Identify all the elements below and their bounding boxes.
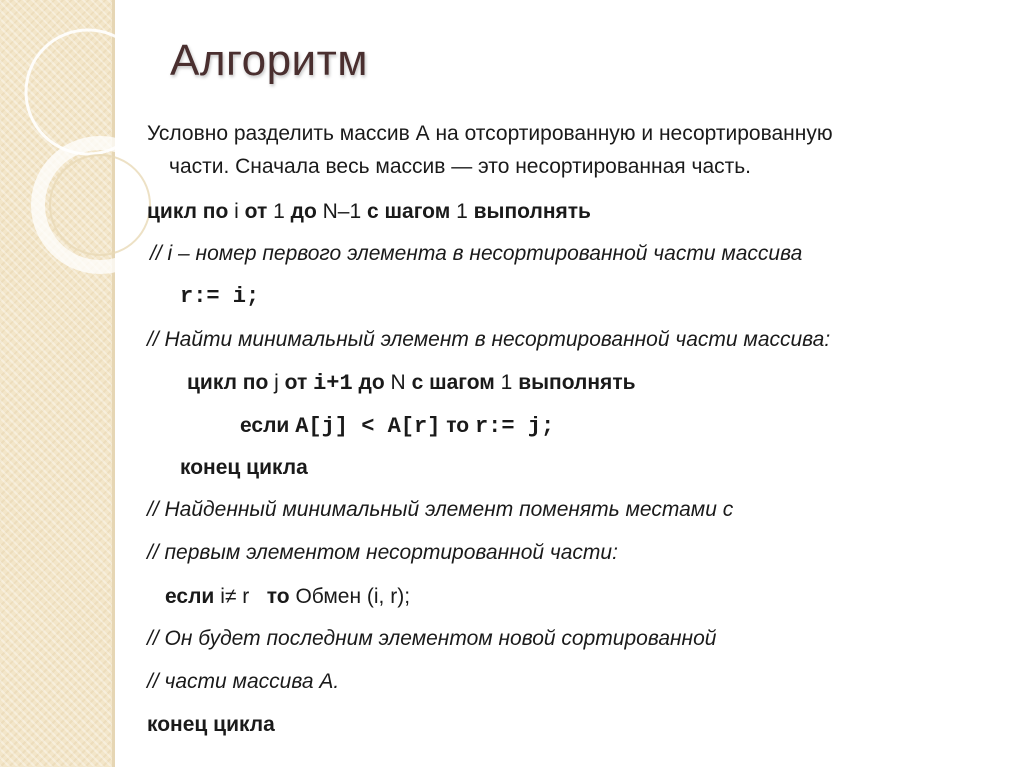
- end-inner-loop: конец цикла: [180, 456, 308, 479]
- var-i: i: [234, 200, 239, 223]
- kw-do: выполнять: [518, 371, 636, 394]
- intro-line-1: Условно разделить массив А на отсортированную и несортированную: [147, 122, 833, 145]
- comment-line-2: // Найти минимальный элемент в несортированной части массива:: [147, 328, 831, 351]
- var-r: r: [242, 585, 250, 608]
- kw-do: выполнять: [473, 200, 591, 223]
- kw-cycle: цикл по: [147, 200, 229, 223]
- end-outer-loop: конец цикла: [147, 713, 275, 736]
- kw-cycle: цикл по: [187, 371, 269, 394]
- val-from: 1: [273, 200, 285, 223]
- val-from: i+1: [313, 371, 353, 396]
- if-min-line: [240, 413, 554, 440]
- var-i: i: [220, 585, 225, 608]
- outer-loop-header: [147, 199, 591, 225]
- decorative-circles: [0, 0, 160, 300]
- comment-line-3: // Найденный минимальный элемент поменять местами с: [147, 498, 734, 521]
- slide-title: Алгоритм: [170, 36, 369, 85]
- kw-from: от: [284, 371, 308, 394]
- val-step: 1: [456, 200, 468, 223]
- kw-if: если: [165, 585, 215, 608]
- kw-step: с шагом: [367, 200, 451, 223]
- if-action: r:= j;: [474, 414, 555, 439]
- comment-line-6: // части массива А.: [147, 670, 340, 693]
- kw-to: до: [290, 200, 317, 223]
- var-j: j: [274, 371, 279, 394]
- val-to: N: [390, 371, 406, 394]
- kw-then: то: [266, 585, 290, 608]
- comment-line-5: // Он будет последним элементом новой сортированной: [147, 627, 717, 650]
- if-swap-line: [165, 584, 410, 610]
- val-step: 1: [500, 371, 513, 394]
- comment-line-4: // первым элементом несортированной части:: [147, 541, 618, 564]
- kw-if: если: [240, 414, 290, 437]
- inner-loop-header: [187, 370, 636, 397]
- val-to: N–1: [322, 200, 362, 223]
- kw-then: то: [446, 414, 470, 437]
- not-equal-sign: ≠: [224, 585, 237, 608]
- intro-line-2: части. Сначала весь массив — это несортированная часть.: [169, 155, 752, 178]
- if-condition: A[j] < A[r]: [295, 414, 441, 439]
- swap-action: Обмен (i, r);: [295, 585, 411, 608]
- comment-line-1: // i – номер первого элемента в несортированной части массива: [150, 242, 803, 265]
- assign-r-line: r:= i;: [180, 284, 260, 309]
- kw-to: до: [358, 371, 385, 394]
- kw-from: от: [244, 200, 268, 223]
- kw-step: с шагом: [411, 371, 495, 394]
